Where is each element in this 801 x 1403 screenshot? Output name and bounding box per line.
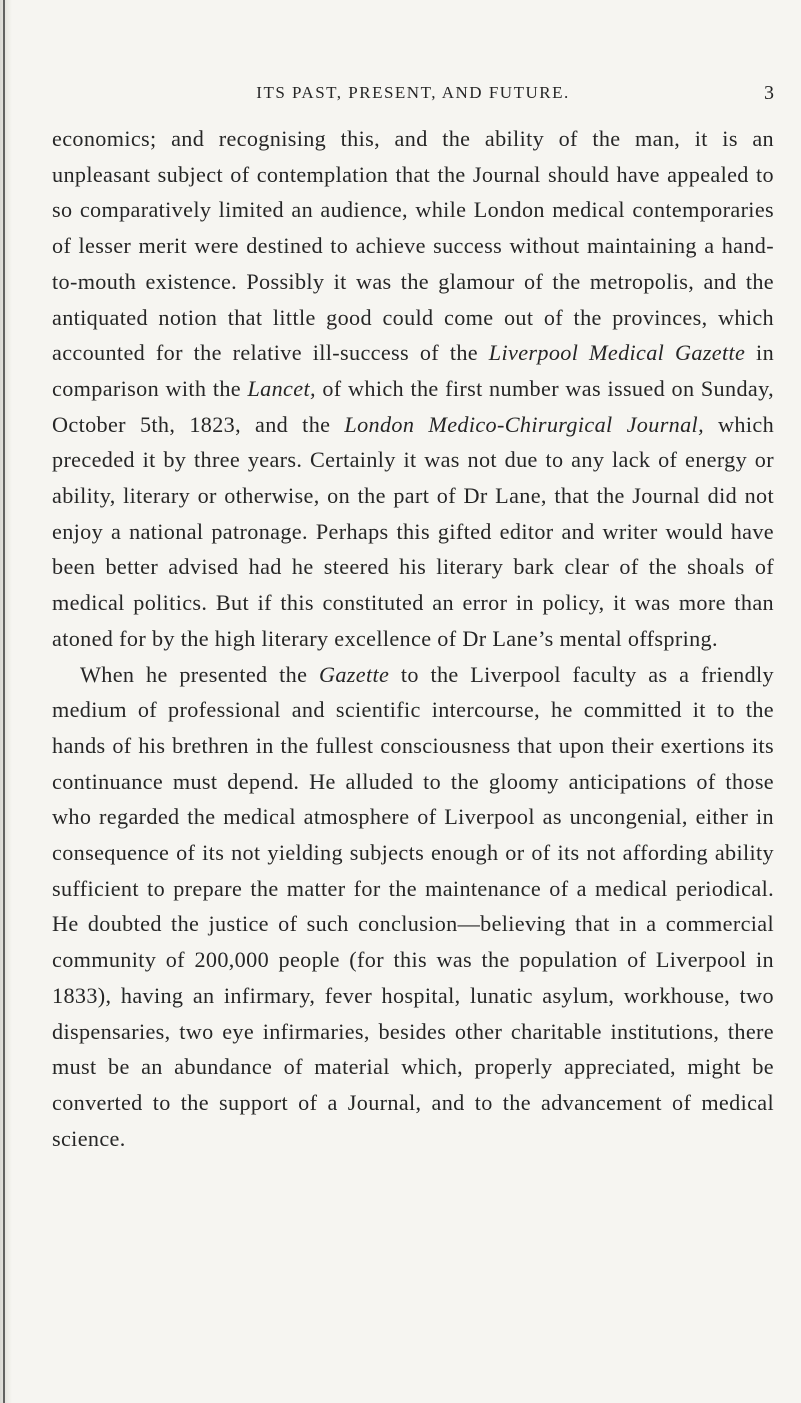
paragraph-1 xyxy=(52,121,774,657)
running-head xyxy=(52,78,774,108)
p2-text-1: When he presented the xyxy=(80,661,319,687)
p1-text-1: economics; and recognising this, and the ability of the man, it is an unpleasant subject of contemplation that the Journal should have appealed to so comparatively limited an audience, while London medical contemporaries of lesser merit were destined to achieve success without maintaining a hand-to-mouth existence. Possibly it was the glamour of the metropolis, and the antiquated notion that little good could come out of the provinces, which accounted for the relative ill-success of the xyxy=(52,126,774,366)
page-number: 3 xyxy=(764,82,774,104)
page-binding-edge xyxy=(0,0,12,1403)
p1-text-3: of which the first number was issued on Sunday, October 5th, 1823, and the xyxy=(52,375,774,437)
p1-text-4: which preceded it by three years. Certainly it was not due to any lack of energy or ability, literary or otherwise, on the part of Dr Lane, that the Journal did not enjoy a national patronage. Perhaps this gifted editor and writer would have been better advised had he steered his literary bark clear of the shoals of medical politics. But if this constituted an error in policy, it was more than atoned for by the high literary excellence of Dr Lane’s mental offspring. xyxy=(52,411,775,651)
paragraph-2 xyxy=(52,657,774,1157)
running-head-title: ITS PAST, PRESENT, AND FUTURE. xyxy=(256,83,570,102)
p1-text-2: in comparison with the xyxy=(52,340,775,401)
p1-italic-liverpool-medical-gazette: Liverpool Medical Gazette xyxy=(488,340,746,366)
body-text xyxy=(52,121,774,1156)
p1-italic-lancet: Lancet, xyxy=(247,375,316,401)
p2-text-2: to the Liverpool faculty as a friendly medium of professional and scientific intercourse, he committed it to the hands of his brethren in the fullest consciousness that upon their exertions its continuance must depend. He alluded to the gloomy anticipations of those who regarded the medical atmosphere of Liverpool as uncongenial, either in consequence of its not yielding subjects enough or of its not affording ability sufficient to prepare the matter for the maintenance of a medical periodical. He doubted the justice of such conclusion—believing that in a commercial community of 200,000 people (for this was the population of Liverpool in 1833), having an infirmary, fever hospital, lunatic asylum, workhouse, two dispensaries, two eye infirmaries, besides other charitable institutions, there must be an abundance of material which, properly appreciated, might be converted to the support of a Journal, and to the advancement of medical science. xyxy=(52,661,774,1151)
p1-italic-london-medico-chirurgical-journal: London Medico-Chirurgical Journal, xyxy=(344,411,704,437)
p2-italic-gazette: Gazette xyxy=(318,661,390,687)
binding-shadow-line xyxy=(3,0,5,1403)
book-page xyxy=(52,78,774,1156)
